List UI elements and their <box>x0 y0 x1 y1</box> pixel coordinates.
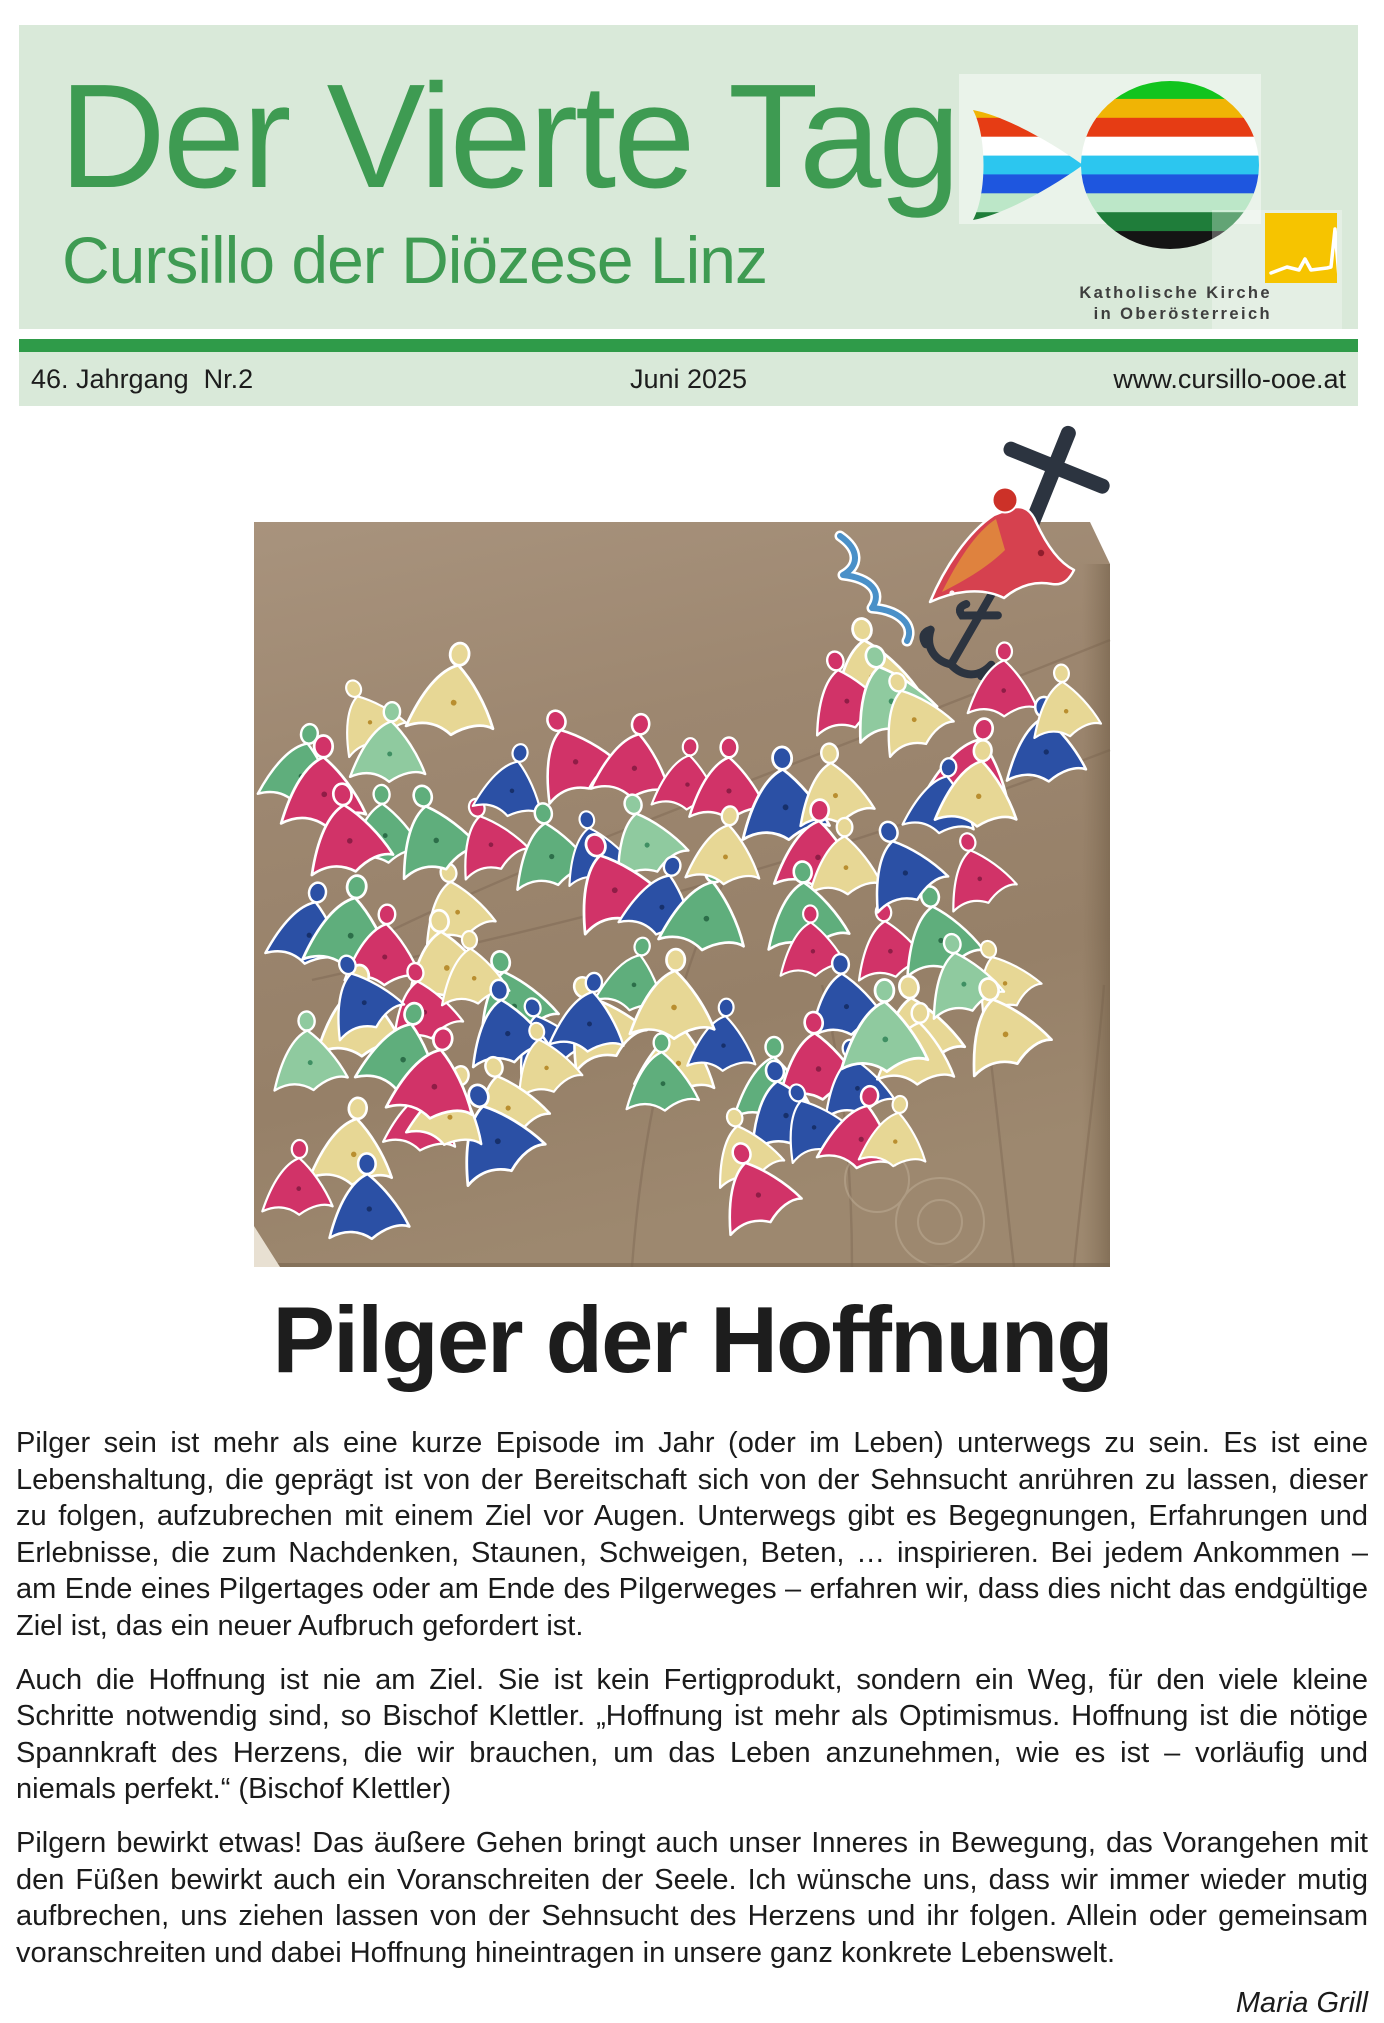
church-logo-text <box>1079 283 1272 326</box>
author-signature: Maria Grill <box>1235 1987 1368 2020</box>
page-subtitle: Cursillo der Diözese Linz <box>62 223 767 297</box>
paper-bottom-edge <box>254 1263 1110 1267</box>
masthead <box>19 25 1358 329</box>
issue-website: www.cursillo-ooe.at <box>1113 363 1346 394</box>
photo-section <box>0 406 1384 1267</box>
pilgrims-photo <box>252 420 1112 1267</box>
article-headline: Pilger der Hoffnung <box>272 1287 1112 1392</box>
church-logo-line1: Katholische Kirche <box>1079 284 1272 302</box>
church-logo-line2: in Oberösterreich <box>1093 305 1272 324</box>
paper-right-edge <box>1082 564 1110 1267</box>
green-divider <box>19 339 1358 352</box>
page-title: Der Vierte Tag <box>59 54 958 219</box>
issue-date: Juni 2025 <box>629 363 748 394</box>
article-paragraph-3: Pilgern bewirkt etwas! Das äußere Gehen bringt auch unser Inneres in Bewegung, das Vorangehen mit den Füßen bewirkt auch ein Voranschreiten der Seele. Ich wünsche uns, dass wir immer wieder mutig aufbrechen, uns ziehen lassen von der Sehnsucht des Herzens und ihr folgen. Allein oder gemeinsam voranschreiten und dabei Hoffnung hineintragen in unsere ganz konkrete Lebenswelt. <box>16 1826 1368 1969</box>
issue-bar <box>19 352 1358 406</box>
article-paragraph-2: Auch die Hoffnung ist nie am Ziel. Sie ist kein Fertigprodukt, sondern ein Weg, für den viele kleine Schritte notwendig sind, so Bischof Klettler. „Hoffnung ist mehr als Optimismus. Hoffnung ist die nötige Spannkraft des Herzens, die wir brauchen, um das Leben anzunehmen, wie es ist – vorläufig und niemals perfekt.“ (Bischof Klettler) <box>16 1663 1368 1806</box>
article-paragraph-1: Pilger sein ist mehr als eine kurze Episode im Jahr (oder im Leben) unterwegs zu sein. Es ist eine Lebenshaltung, die geprägt ist von der Bereitschaft sich von der Sehnsucht anrühren zu lassen, dieser zu folgen, aufzubrechen mit einem Ziel vor Augen. Unterwegs gibt es Begegnungen, Erfahrungen und Erlebnisse, die zum Nachdenken, Staunen, Schweigen, Beten, … inspirieren. Bei jedem Ankommen – am Ende eines Pilgertages oder am Ende des Pilgerweges – erfahren wir, dass dies nicht das endgültige Ziel ist, das ein neuer Aufbruch gefordert ist. <box>16 1427 1368 1642</box>
church-sign-icon <box>1265 213 1337 283</box>
article-body <box>0 1425 1384 1971</box>
issue-volume: 46. Jahrgang Nr.2 <box>31 363 254 394</box>
